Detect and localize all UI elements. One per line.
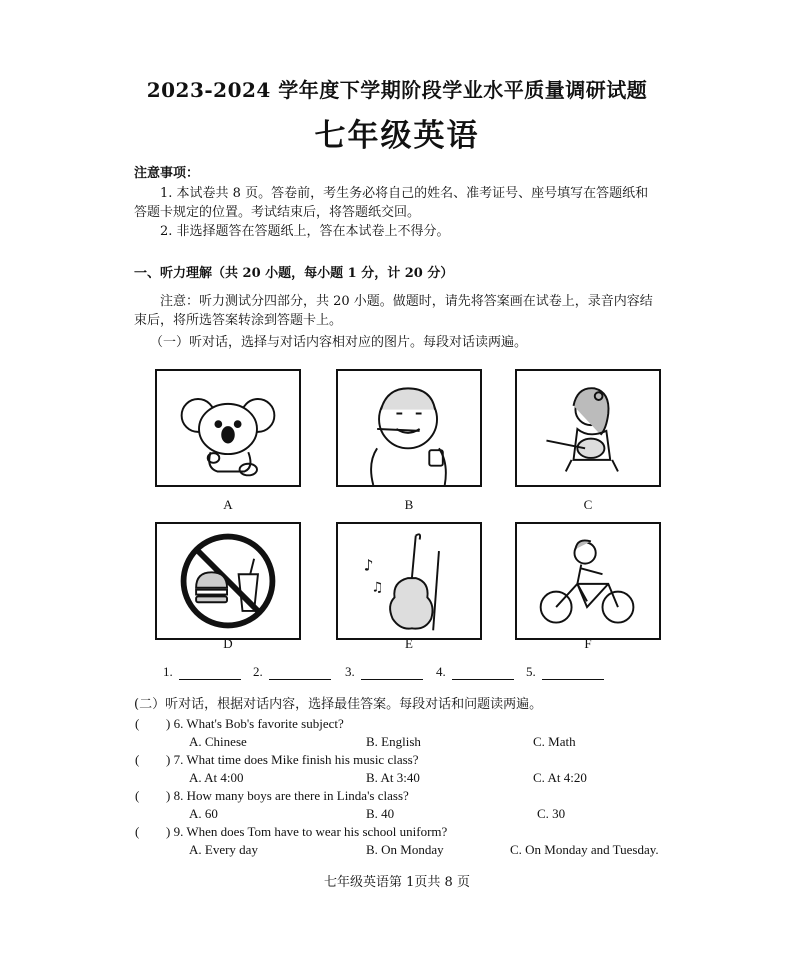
question-6-option-b: B. English bbox=[366, 734, 421, 749]
picture-e bbox=[336, 522, 482, 640]
picture-f-label: F bbox=[584, 636, 592, 651]
notice-line-1b: 答题卡规定的位置。考试结束后，将答题纸交回。 bbox=[134, 205, 421, 220]
koala-icon bbox=[157, 371, 299, 485]
section1-note-b: 束后，将所选答案转涂到答题卡上。 bbox=[134, 313, 343, 328]
notice-heading: 注意事项： bbox=[134, 166, 200, 181]
question-9-option-c: C. On Monday and Tuesday. bbox=[510, 842, 659, 857]
picture-a bbox=[155, 369, 301, 487]
picture-f bbox=[515, 522, 661, 640]
question-6-text: ) 6. What's Bob's favorite subject? bbox=[166, 716, 344, 731]
page-footer: 七年级英语第 1页共 8 页 bbox=[324, 875, 470, 890]
question-6-option-c: C. Math bbox=[533, 734, 576, 749]
notice-line-1a: 1. 本试卷共 8 页。答卷前，考生务必将自己的姓名、准考证号、座号填写在答题纸和 bbox=[160, 186, 649, 201]
brushing-teeth-icon bbox=[338, 371, 480, 485]
question-9-option-a: A. Every day bbox=[189, 842, 258, 857]
picture-a-label: A bbox=[223, 497, 233, 512]
question-7-text: ) 7. What time does Mike finish his music class? bbox=[166, 752, 419, 767]
question-8-option-a: A. 60 bbox=[189, 806, 218, 821]
question-9-option-b: B. On Monday bbox=[366, 842, 444, 857]
picture-c bbox=[515, 369, 661, 487]
svg-text:♫: ♫ bbox=[371, 579, 384, 596]
picture-b bbox=[336, 369, 482, 487]
question-9-bracket[interactable]: ( bbox=[135, 824, 140, 839]
question-8-bracket[interactable]: ( bbox=[135, 788, 140, 803]
violin-icon bbox=[338, 524, 480, 638]
picture-e-label: E bbox=[405, 636, 413, 651]
picture-d-label: D bbox=[223, 636, 233, 651]
answer-blank-2[interactable]: 2. bbox=[253, 664, 331, 680]
picture-c-label: C bbox=[583, 497, 593, 512]
answer-blank-1[interactable]: 1. bbox=[163, 664, 241, 680]
answer-blank-4[interactable]: 4. bbox=[436, 664, 514, 680]
section1-note-a: 注意：听力测试分四部分，共 20 小题。做题时，请先将答案画在试卷上，录音内容结 bbox=[160, 294, 653, 309]
picture-b-label: B bbox=[404, 497, 414, 512]
question-8-option-c: C. 30 bbox=[537, 806, 566, 821]
boy-riding-bike-icon bbox=[517, 524, 659, 638]
picture-d bbox=[155, 522, 301, 640]
answer-blank-3[interactable]: 3. bbox=[345, 664, 423, 680]
question-7-option-b: B. At 3:40 bbox=[366, 770, 420, 785]
exam-subject: 七年级英语 bbox=[314, 118, 480, 154]
question-6-option-a: A. Chinese bbox=[189, 734, 247, 749]
question-8-option-b: B. 40 bbox=[366, 806, 395, 821]
question-9-text: ) 9. When does Tom have to wear his school uniform? bbox=[166, 824, 448, 839]
question-8-text: ) 8. How many boys are there in Linda's class? bbox=[166, 788, 409, 803]
girl-playing-guitar-icon bbox=[517, 371, 659, 485]
question-6-bracket[interactable]: ( bbox=[135, 716, 140, 731]
notice-line-2: 2. 非选择题答在答题纸上，答在本试卷上不得分。 bbox=[160, 224, 450, 239]
exam-title: 2023-2024 学年度下学期阶段学业水平质量调研试题 bbox=[146, 78, 648, 102]
question-7-option-a: A. At 4:00 bbox=[189, 770, 244, 785]
answer-blank-5[interactable]: 5. bbox=[526, 664, 604, 680]
question-7-bracket[interactable]: ( bbox=[135, 752, 140, 767]
question-7-option-c: C. At 4:20 bbox=[533, 770, 587, 785]
section1-heading: 一、听力理解（共 20 小题，每小题 1 分，计 20 分） bbox=[134, 266, 454, 281]
part1-instruction: （一）听对话，选择与对话内容相对应的图片。每段对话读两遍。 bbox=[150, 335, 528, 350]
part2-instruction: (二）听对话，根据对话内容，选择最佳答案。每段对话和问题读两遍。 bbox=[134, 697, 543, 712]
no-junk-food-icon bbox=[157, 524, 299, 638]
svg-text:♪: ♪ bbox=[363, 556, 374, 575]
